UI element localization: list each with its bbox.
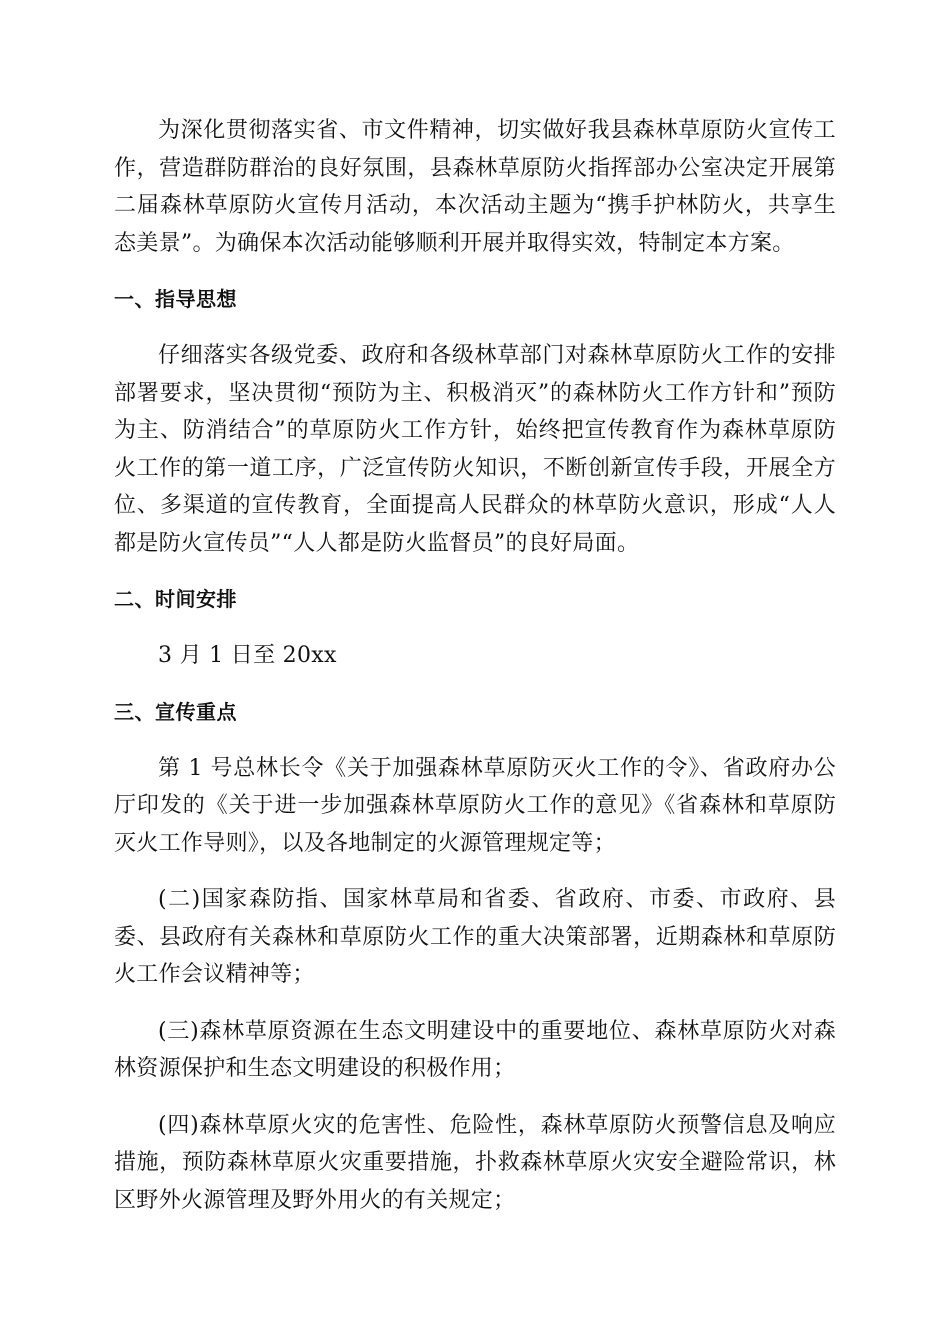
schedule-paragraph: 3 月 1 日至 20xx	[158, 643, 337, 668]
focus-item-3: (三)森林草原资源在生态文明建设中的重要地位、森林草原防火对森林资源保护和生态文明建设的积极作用；	[114, 1018, 836, 1081]
focus-item-1: 第 1 号总林长令《关于加强森林草原防灭火工作的令》、省政府办公厅印发的《关于进一步加强森林草原防火工作的意见》《省森林和草原防灭火工作导则》，以及各地制定的火源管理规定等；	[114, 755, 836, 856]
guiding-thought-paragraph: 仔细落实各级党委、政府和各级林草部门对森林草原防火工作的安排部署要求，坚决贯彻“预防为主、积极消灭”的森林防火工作方针和”预防为主、防消结合”的草原防火工作方针，始终把宣传教育作为森林草原防火工作的第一道工序，广泛宣传防火知识，不断创新宣传手段，开展全方位、多渠道的宣传教育，全面提高人民群众的林草防火意识，形成“人人都是防火宣传员”“人人都是防火监督员”的良好局面。	[114, 343, 836, 556]
section-heading-schedule: 二、时间安排	[114, 587, 237, 611]
document-body	[114, 112, 836, 1238]
section-heading-focus: 三、宣传重点	[114, 699, 237, 724]
focus-item-2: (二)国家森防指、国家林草局和省委、省政府、市委、市政府、县委、县政府有关森林和草原防火工作的重大决策部署，近期森林和草原防火工作会议精神等；	[114, 887, 836, 987]
focus-item-4: (四)森林草原火灾的危害性、危险性，森林草原防火预警信息及响应措施，预防森林草原火灾重要措施，扑救森林草原火灾安全避险常识，林区野外火源管理及野外用火的有关规定；	[114, 1112, 836, 1213]
section-heading-guiding-thought: 一、指导思想	[114, 287, 237, 311]
intro-paragraph: 为深化贯彻落实省、市文件精神，切实做好我县森林草原防火宣传工作，营造群防群治的良好氛围，县森林草原防火指挥部办公室决定开展第二届森林草原防火宣传月活动，本次活动主题为“携手护林防火，共享生态美景”。为确保本次活动能够顺利开展并取得实效，特制定本方案。	[114, 118, 836, 256]
